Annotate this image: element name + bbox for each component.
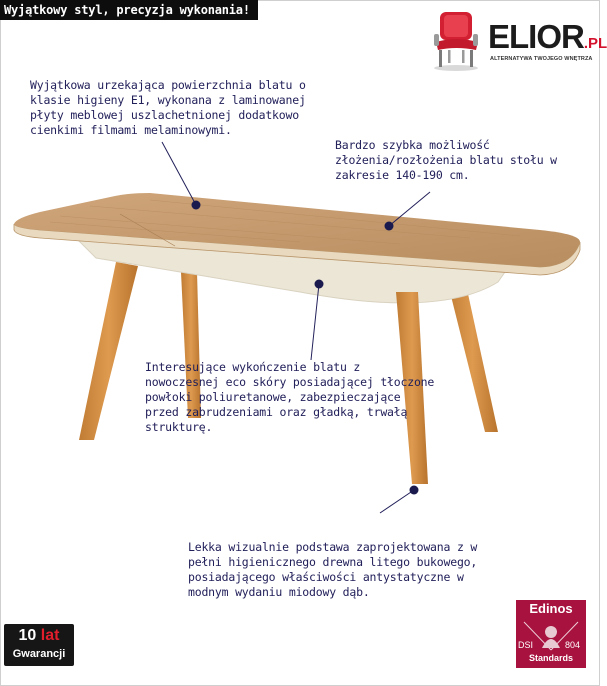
- callout-tabletop-surface: Wyjątkowa urzekająca powierzchnia blatu o klasie higieny E1, wykonana z laminowanej płyty meblowej uszlachetnionej dodatkowo cienkimi filmami melaminowymi.: [30, 78, 306, 137]
- table-leg-back-right: [447, 280, 498, 432]
- logo-domain: .PL: [583, 35, 607, 52]
- marker-dot-3: [315, 280, 324, 289]
- guarantee-number: 10: [18, 627, 37, 644]
- guarantee-years: [4, 624, 74, 646]
- edinos-name: Edinos: [529, 601, 573, 616]
- table-leg-front-left: [79, 262, 138, 440]
- marker-dot-4: [410, 486, 419, 495]
- guarantee-label: Gwarancji: [12, 648, 66, 660]
- tagline-banner: Wyjątkowy styl, precyzja wykonania!: [0, 0, 258, 20]
- marker-dot-1: [192, 201, 201, 210]
- callout-extension: Bardzo szybka możliwość złożenia/rozłożenia blatu stołu w zakresie 140-190 cm.: [335, 138, 557, 182]
- callout-eco-leather: Interesujące wykończenie blatu z nowoczesnej eco skóry posiadającej tłoczone powłoki poliuretanowe, zabezpieczające przed zabrudzeniami oraz gładką, trwałą strukturę.: [145, 360, 435, 434]
- callout-line-3: [311, 284, 319, 360]
- edinos-number: 804: [565, 640, 581, 650]
- marker-dot-2: [385, 222, 394, 231]
- edinos-dsi: DSI: [518, 640, 534, 650]
- logo-name: ELIOR: [488, 18, 584, 55]
- callout-line-4: [380, 490, 414, 513]
- guarantee-unit: lat: [40, 627, 60, 644]
- edinos-certificate-badge: [516, 600, 586, 668]
- logo-subtitle: ALTERNATYWA TWOJEGO WNĘTRZA: [490, 56, 593, 62]
- callout-base: Lekka wizualnie podstawa zaprojektowana z w pełni higienicznego drewna litego bukowego, posiadającego właściwości antystatyczne w modnym wydaniu miodowy dąb.: [188, 540, 478, 599]
- guarantee-badge: [4, 624, 74, 666]
- edinos-standards: Standards: [528, 653, 573, 663]
